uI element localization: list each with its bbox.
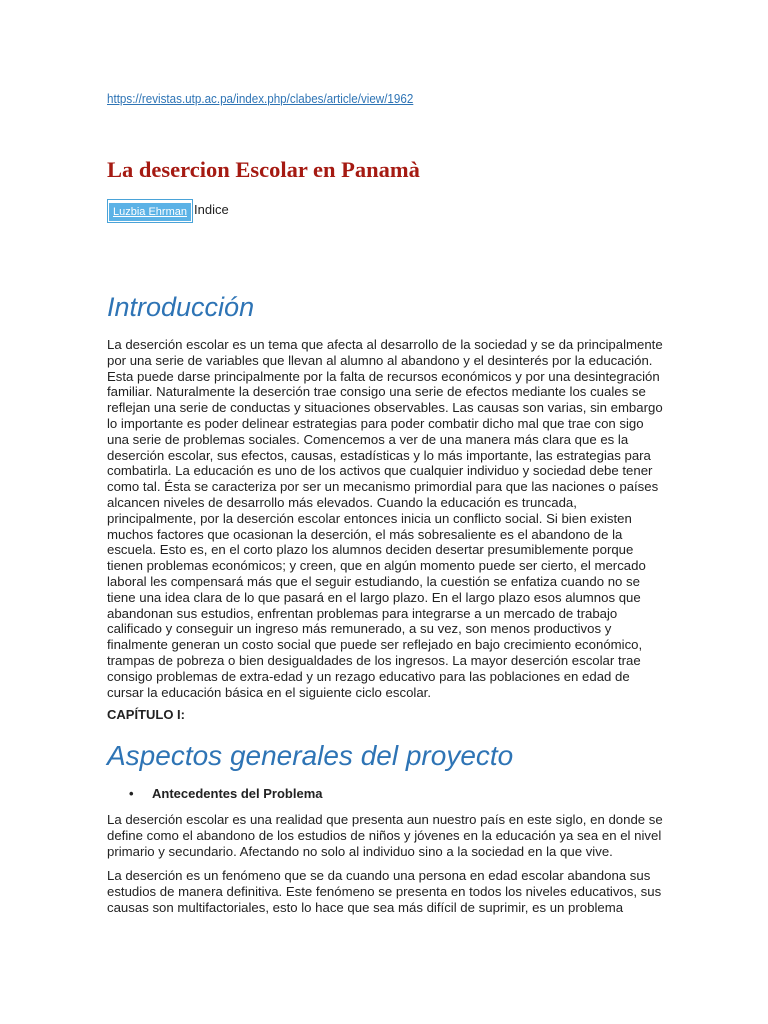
indice-label: Indice — [194, 202, 229, 217]
antecedentes-paragraph-2: La deserción es un fenómeno que se da cuando una persona en edad escolar abandona sus estudios de manera definitiva. Este fenómeno se presenta en todos los niveles educativos, sus causas son multifactoriales, esto lo hace que sea más difícil de suprimir, es un problema — [107, 868, 662, 915]
bullet-item — [129, 786, 323, 801]
author-row — [107, 199, 229, 223]
antecedentes-paragraph-1: La deserción escolar es una realidad que presenta aun nuestro país en este siglo, en donde se define como el abandono de los estudios de niños y jóvenes en la educación ya sea en el nivel primario y secundario. Afectando no solo al individuo sino a la sociedad en la que vive. — [107, 812, 663, 859]
bullet-text: Antecedentes del Problema — [152, 786, 323, 801]
source-url-link[interactable]: https://revistas.utp.ac.pa/index.php/clabes/article/view/1962 — [107, 92, 414, 106]
intro-paragraph: La deserción escolar es un tema que afecta al desarrollo de la sociedad y se da principalmente por una serie de variables que llevan al alumno al abandono y el desinterés por la educación. Esta puede darse principalmente por la falta de recursos económicos y por una desintegración familiar. Naturalmente la deserción trae consigo una serie de efectos mediante los cuales se reflejan una serie de conductas y situaciones observables. Las causas son varias, sin embargo lo importante es poder delinear estrategias para poder combatir dicho mal que trae con sigo una serie de problemas sociales. Comencemos a ver de una manera más clara que es la deserción escolar, sus efectos, causas, estadísticas y lo más importante, las estrategias para combatirla. La educación es uno de los activos que cualquier individuo y sociedad debe tener como tal. Ésta se caracteriza por ser un mecanismo primordial para que las naciones o países alcancen niveles de desarrollo más elevados. Cuando la educación es truncada, principalmente, por la deserción escolar entonces inicia un conflicto social. Si bien existen muchos factores que ocasionan la deserción, el más sobresaliente es el abandono de la escuela. Esto es, en el corto plazo los alumnos deciden desertar presumiblemente porque tienen problemas económicos; y creen, que en algún momento puede ser cierto, el mercado laboral les compensará más que el seguir estudiando, la cuestión se enfatiza cuando no se tiene una idea clara de lo que pasará en el largo plazo. En el largo plazo esos alumnos que abandonan sus estudios, enfrentan problemas para integrarse a un mercado de trabajo calificado y conseguir un ingreso más remunerado, a su vez, son menos productivos y finalmente generan un costo social que puede ser reflejado en bajo crecimiento económico, trampas de pobreza o bien desigualdades de los ingresos. La mayor deserción escolar trae consigo problemas de extra-edad y un rezago educativo para las poblaciones en edad de cursar la educación básica en el siguiente ciclo escolar. — [107, 337, 663, 700]
author-link[interactable]: Luzbia Ehrman — [109, 203, 191, 221]
chapter-heading: Aspectos generales del proyecto — [107, 740, 514, 771]
bullet-dot-icon: • — [129, 786, 134, 801]
chapter-label: CAPÍTULO I: — [107, 707, 185, 722]
document-title: La desercion Escolar en Panamà — [107, 157, 420, 182]
author-box[interactable] — [107, 199, 193, 223]
intro-heading: Introducción — [107, 292, 255, 322]
